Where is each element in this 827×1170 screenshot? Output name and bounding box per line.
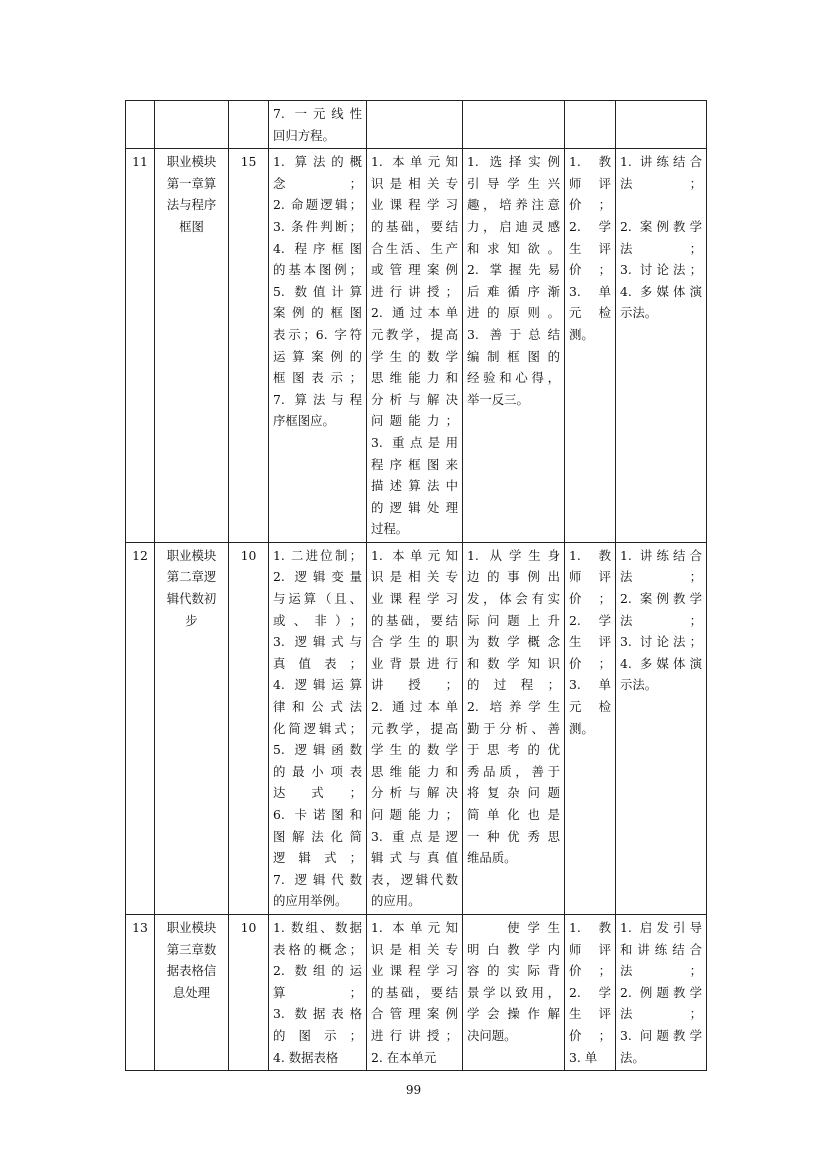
cell-line: 4. 多媒体演 (620, 283, 702, 299)
cell-line: 分析与解决 (371, 785, 458, 801)
cell-line: 2. 培养学生 (467, 699, 560, 715)
cell-line: 业课程学习 (371, 591, 458, 607)
cell-line: 编制框图的 (467, 348, 560, 364)
cell-line: 测。 (569, 720, 594, 736)
cell-line: 据表格信 (166, 963, 217, 979)
unit-number-cell: 12 (126, 542, 155, 914)
cell-line: 力，启迪灵感 (467, 218, 560, 234)
cell-line: 3. 条件判断； (273, 218, 362, 234)
unit-number-cell (126, 101, 155, 149)
cell-line: 1. 讲练结合 (620, 547, 702, 563)
cell-line: 元检 (569, 305, 611, 321)
cell-line: 1. 数组、数据 (273, 919, 362, 935)
cell-line: 的最小项表 (273, 763, 362, 779)
unit-name-cell (155, 149, 229, 543)
cell-line: 业课程学习 (371, 197, 458, 213)
assessment-cell (565, 149, 616, 543)
cell-line: 示法。 (620, 305, 658, 321)
cell-line: 价； (569, 262, 611, 278)
cell-line: 1. 二进位制； (273, 547, 362, 563)
cell-line: 4. 逻辑运算 (273, 677, 362, 693)
hours-cell: 15 (229, 149, 269, 543)
cell-line: 进行讲授； (371, 283, 458, 299)
cell-line: 3. 单 (569, 677, 611, 693)
content-cell (269, 101, 367, 149)
table-row (126, 914, 707, 1070)
cell-line: 和数学知识 (467, 655, 560, 671)
cell-line: 念； (273, 175, 362, 191)
cell-line: 过程。 (371, 521, 409, 537)
cell-line: 进的原则。 (467, 305, 560, 321)
cell-line: 法； (620, 1006, 702, 1022)
cell-line: 1. 从学生身 (467, 547, 560, 563)
cell-line: 1. 本单元知 (371, 154, 458, 170)
assessment-cell (565, 542, 616, 914)
cell-line: 分析与解决 (371, 391, 458, 407)
methods-cell (463, 542, 565, 914)
cell-line: 景学以致用， (467, 984, 560, 1000)
cell-line: 第三章数 (166, 941, 217, 957)
methods-cell (463, 149, 565, 543)
cell-line: 和讲练结合 (620, 941, 702, 957)
cell-line: 7. 逻辑代数 (273, 871, 362, 887)
cell-line: 生评 (569, 1006, 611, 1022)
cell-line: 问题能力； (371, 807, 458, 822)
cell-line: 2. 通过本单 (371, 305, 458, 321)
cell-line: 边的事例出 (467, 569, 560, 585)
cell-line: 价； (569, 1027, 611, 1043)
teaching-methods-cell (616, 542, 707, 914)
cell-line: 1. 本单元知 (371, 919, 458, 935)
cell-line: 思维能力和 (371, 763, 458, 779)
cell-line: 职业模块 (166, 547, 217, 563)
cell-line: 1. 教 (569, 547, 611, 563)
cell-line: 元教学，提高 (371, 326, 458, 342)
cell-line: 第一章算 (166, 175, 217, 191)
cell-line: 律和公式法 (273, 699, 362, 715)
cell-line: 经验和心得， (467, 370, 560, 386)
cell-line: 3. 问题教学 (620, 1027, 702, 1043)
cell-line: 框图 (179, 218, 204, 234)
cell-line: 3. 讨论法； (620, 634, 702, 650)
cell-line: 元教学，提高 (371, 720, 458, 736)
requirements-cell (367, 542, 463, 914)
cell-line: 算； (273, 984, 362, 1000)
cell-line: 辑式与真值 (371, 850, 458, 866)
cell-line: 将复杂问题 (467, 785, 560, 801)
table-body (126, 101, 707, 1071)
cell-line: 示法。 (620, 677, 658, 693)
cell-line: 进行讲授； (371, 1027, 458, 1043)
cell-line: 2. 掌握先易 (467, 262, 560, 278)
cell-line: 表格的概念； (273, 941, 362, 957)
cell-line: 1. 启发引导 (620, 919, 702, 935)
cell-line: 元检 (569, 699, 611, 715)
cell-line: 第二章逻 (166, 569, 217, 585)
cell-line: 法； (620, 240, 702, 256)
cell-line: 的应用。 (371, 893, 421, 909)
teaching-methods-cell (616, 914, 707, 1070)
requirements-cell (367, 149, 463, 543)
cell-line: 2. 通过本单 (371, 699, 458, 715)
cell-line: 职业模块 (166, 154, 217, 170)
hours-cell: 10 (229, 914, 269, 1070)
cell-line: 学生的数学 (371, 742, 458, 758)
unit-name-cell (155, 101, 229, 149)
cell-line: 的基本图例； (273, 262, 362, 278)
cell-line: 的图示； (273, 1027, 362, 1043)
cell-line: 法； (620, 612, 702, 628)
cell-line: 运算案例的 (273, 348, 362, 364)
cell-line: 的基础，要结 (371, 218, 458, 234)
cell-line: 7. 算法与程 (273, 391, 362, 407)
cell-line: 测。 (569, 326, 594, 342)
cell-line: 举一反三。 (467, 391, 529, 407)
methods-cell (463, 101, 565, 149)
cell-line: 1. 教 (569, 154, 611, 170)
cell-line (620, 194, 702, 216)
cell-line: 一种优秀思 (467, 828, 560, 844)
cell-line: 4. 程序框图 (273, 240, 362, 256)
unit-name-cell (155, 914, 229, 1070)
cell-line: 趣，培养注意 (467, 197, 560, 213)
cell-line: 步 (185, 612, 198, 628)
cell-line: 价； (569, 655, 611, 671)
cell-line: 2. 逻辑变量 (273, 569, 362, 585)
cell-line: 的过程； (467, 677, 560, 693)
requirements-cell (367, 101, 463, 149)
cell-line: 3. 逻辑式与 (273, 634, 362, 650)
cell-line: 回归方程。 (273, 127, 335, 143)
cell-line: 发，体会有实 (467, 591, 560, 607)
cell-line: 3. 单 (569, 283, 611, 299)
cell-line: 学生的数学 (371, 348, 458, 364)
cell-line: 业课程学习 (371, 963, 458, 979)
cell-line: 勤于分析、善 (467, 720, 560, 736)
cell-line: 识是相关专 (371, 941, 458, 957)
cell-line: 使学生 (467, 919, 560, 935)
table-row (126, 101, 707, 149)
assessment-cell (565, 914, 616, 1070)
cell-line: 5. 逻辑函数 (273, 742, 362, 758)
cell-line: 1. 讲练结合 (620, 154, 702, 170)
cell-line: 2. 学 (569, 218, 611, 234)
cell-line: 逻辑式； (273, 850, 362, 866)
cell-line: 或管理案例 (371, 262, 458, 278)
cell-line: 法； (620, 175, 702, 191)
cell-line: 价； (569, 963, 611, 979)
cell-line: 的基础，要结 (371, 612, 458, 628)
cell-line: 决问题。 (467, 1027, 517, 1043)
cell-line: 职业模块 (166, 919, 217, 935)
cell-line: 法； (620, 569, 702, 585)
cell-line: 1. 算法的概 (273, 154, 362, 170)
unit-number-cell: 11 (126, 149, 155, 543)
cell-line: 或、非）； (273, 612, 362, 628)
syllabus-table (125, 100, 707, 1071)
cell-line: 生评 (569, 240, 611, 256)
cell-line: 7. 一元线性 (273, 106, 362, 121)
cell-line: 3. 数据表格 (273, 1006, 362, 1022)
requirements-cell (367, 914, 463, 1070)
cell-line: 学会操作解 (467, 1006, 560, 1022)
cell-line: 2. 学 (569, 612, 611, 628)
cell-line: 3. 讨论法； (620, 262, 702, 278)
cell-line: 案例的框图 (273, 305, 362, 321)
table-row (126, 542, 707, 914)
cell-line: 5. 数值计算 (273, 283, 362, 299)
cell-line: 表示；6. 字符 (273, 326, 362, 342)
cell-line: 合生活、生产 (371, 240, 458, 256)
cell-line: 与运算（且、 (273, 591, 362, 607)
hours-cell: 10 (229, 542, 269, 914)
cell-line: 1. 选择实例 (467, 154, 560, 170)
content-cell (269, 149, 367, 543)
cell-line: 的逻辑处理 (371, 499, 458, 515)
cell-line: 3. 善于总结 (467, 326, 560, 342)
cell-line: 2. 例题教学 (620, 984, 702, 1000)
cell-line: 秀品质，善于 (467, 763, 560, 779)
cell-line: 讲授； (371, 677, 458, 693)
cell-line: 生评 (569, 634, 611, 650)
cell-line: 2. 数组的运 (273, 963, 362, 979)
hours-cell (229, 101, 269, 149)
cell-line: 明白教学内 (467, 941, 560, 957)
cell-line: 程序框图来 (371, 456, 458, 472)
teaching-methods-cell (616, 101, 707, 149)
cell-line: 思维能力和 (371, 370, 458, 386)
cell-line: 表，逻辑代数 (371, 871, 458, 887)
cell-line: 图解法化简 (273, 828, 362, 844)
cell-line: 简单化也是 (467, 807, 560, 822)
cell-line: 合管理案例 (371, 1006, 458, 1022)
cell-line: 问题能力； (371, 413, 458, 429)
cell-line: 框图表示； (273, 370, 362, 386)
unit-number-cell: 13 (126, 914, 155, 1070)
cell-line: 真值表； (273, 655, 362, 671)
teaching-methods-cell (616, 149, 707, 543)
cell-line: 1. 本单元知 (371, 547, 458, 563)
cell-line: 4. 多媒体演 (620, 655, 702, 671)
methods-cell (463, 914, 565, 1070)
table-row (126, 149, 707, 543)
cell-line: 后难循序渐 (467, 283, 560, 299)
cell-line: 和求知欲。 (467, 240, 560, 256)
cell-line: 2. 案例教学 (620, 591, 702, 607)
cell-line: 价； (569, 197, 611, 213)
cell-line: 为数学概念 (467, 634, 560, 650)
cell-line: 息处理 (172, 984, 211, 1000)
cell-line: 化简逻辑式； (273, 720, 362, 736)
cell-line: 师评 (569, 569, 611, 585)
cell-line: 的基础，要结 (371, 984, 458, 1000)
cell-line: 价； (569, 591, 611, 607)
content-cell (269, 542, 367, 914)
cell-line: 达式； (273, 785, 362, 801)
cell-line: 际问题上升 (467, 612, 560, 628)
cell-line: 1. 教 (569, 919, 611, 935)
cell-line: 法与程序 (166, 197, 217, 213)
cell-line: 法； (620, 963, 702, 979)
cell-line: 2. 学 (569, 984, 611, 1000)
cell-line: 容的实际背 (467, 963, 560, 979)
cell-line: 辑代数初 (166, 591, 217, 607)
cell-line: 2. 案例教学 (620, 218, 702, 234)
cell-line: 师评 (569, 941, 611, 957)
cell-line: 于思考的优 (467, 742, 560, 758)
cell-line: 2. 命题逻辑； (273, 197, 362, 213)
assessment-cell (565, 101, 616, 149)
cell-line: 师评 (569, 175, 611, 191)
cell-line: 序框图应。 (273, 413, 335, 429)
content-cell (269, 914, 367, 1070)
cell-line: 的应用举例。 (273, 893, 348, 909)
unit-name-cell (155, 542, 229, 914)
cell-line: 3. 重点是用 (371, 434, 458, 450)
cell-line: 3. 单 (569, 1049, 598, 1065)
cell-line: 合学生的职 (371, 634, 458, 650)
cell-line: 描述算法中 (371, 478, 458, 494)
cell-line: 2. 在本单元 (371, 1049, 437, 1065)
cell-line: 引导学生兴 (467, 175, 560, 191)
cell-line: 4. 数据表格 (273, 1049, 339, 1065)
cell-line: 识是相关专 (371, 569, 458, 585)
cell-line: 维品质。 (467, 850, 517, 866)
cell-line: 法。 (620, 1049, 645, 1065)
cell-line: 6. 卡诺图和 (273, 807, 362, 822)
page-number: 99 (405, 1083, 422, 1097)
cell-line: 识是相关专 (371, 175, 458, 191)
cell-line: 业背景进行 (371, 655, 458, 671)
cell-line: 3. 重点是逻 (371, 828, 458, 844)
